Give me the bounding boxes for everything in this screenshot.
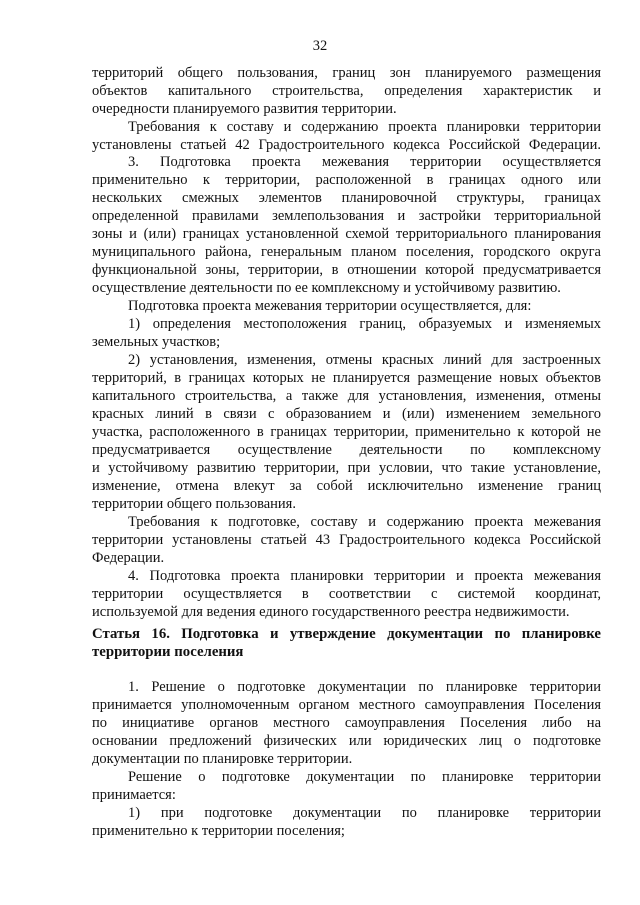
text-line: участка, расположенного в границах территории, применительно к которой не	[92, 424, 601, 440]
text-line: Требования к составу и содержанию проекта планировки территории	[128, 119, 601, 135]
text-line: 1) определения местоположения границ, образуемых и изменяемых	[128, 316, 601, 332]
text-line: 3. Подготовка проекта межевания территории осуществляется	[128, 154, 601, 170]
text-line: объектов капитального строительства, определения характеристик и	[92, 83, 601, 99]
text-line: принимается:	[92, 787, 176, 803]
text-line: по инициативе органов местного самоуправления Поселения либо на	[92, 715, 601, 731]
text-line: красных линий в связи с образованием и (или) изменением земельного	[92, 406, 601, 422]
text-line: функциональной зоны, территории, в отношении которой предусматривается	[92, 262, 601, 278]
text-line: Федерации.	[92, 550, 165, 566]
text-line: территории общего пользования.	[92, 496, 296, 512]
text-line: нескольких смежных элементов планировочной структуры, границах	[92, 190, 601, 206]
text-line: Подготовка проекта межевания территории осуществляется, для:	[128, 298, 532, 314]
text-line: установлены статьей 42 Градостроительного кодекса Российской Федерации.	[92, 137, 601, 153]
text-line: и устойчивому развитию территории, при условии, что такие установление,	[92, 460, 601, 476]
text-line: территорий, в границах которых не планируется размещение новых объектов	[92, 370, 601, 386]
text-line: территории осуществляется в соответствии с системой координат,	[92, 586, 601, 602]
text-line: документации по планировке территории.	[92, 751, 353, 767]
text-line: предусматривается осуществление деятельности по комплексному	[92, 442, 601, 458]
text-line: зоны и (или) границах установленной схемой территориального планирования	[92, 226, 601, 242]
text-line: очередности планируемого развития территории.	[92, 101, 397, 117]
text-line: применительно к территории поселения;	[92, 823, 345, 839]
text-line: основании предложений физических или юридических лиц о подготовке	[92, 733, 601, 749]
text-line: применительно к территории, расположенной в границах одного или	[92, 172, 601, 188]
page-number: 32	[312, 38, 328, 54]
text-line: капитального строительства, а также для установления, изменения, отмены	[92, 388, 601, 404]
text-line: 4. Подготовка проекта планировки территории и проекта межевания	[128, 568, 601, 584]
text-line: 2) установления, изменения, отмены красных линий для застроенных	[128, 352, 601, 368]
text-line: изменение, отмена влекут за собой исключительно изменение границ	[92, 478, 601, 494]
text-line: используемой для ведения единого государственного реестра недвижимости.	[92, 604, 570, 620]
text-line: Решение о подготовке документации по планировке территории	[128, 769, 601, 785]
text-line: осуществление деятельности по ее комплексному и устойчивому развитию.	[92, 280, 561, 296]
text-line: принимается уполномоченным органом местного самоуправления Поселения	[92, 697, 601, 713]
text-line: муниципального района, генеральным планом поселения, городского округа	[92, 244, 601, 260]
text-line: земельных участков;	[92, 334, 221, 350]
text-line: территории установлены статьей 43 Градостроительного кодекса Российской	[92, 532, 601, 548]
article-heading-line: территории поселения	[92, 644, 244, 660]
text-line: территорий общего пользования, границ зон планируемого размещения	[92, 65, 601, 81]
text-line: 1) при подготовке документации по планировке территории	[128, 805, 601, 821]
text-line: 1. Решение о подготовке документации по планировке территории	[128, 679, 601, 695]
text-line: Требования к подготовке, составу и содержанию проекта межевания	[128, 514, 601, 530]
article-heading-line: Статья 16. Подготовка и утверждение документации по планировке	[92, 626, 601, 642]
text-line: определенной правилами землепользования и застройки территориальной	[92, 208, 601, 224]
